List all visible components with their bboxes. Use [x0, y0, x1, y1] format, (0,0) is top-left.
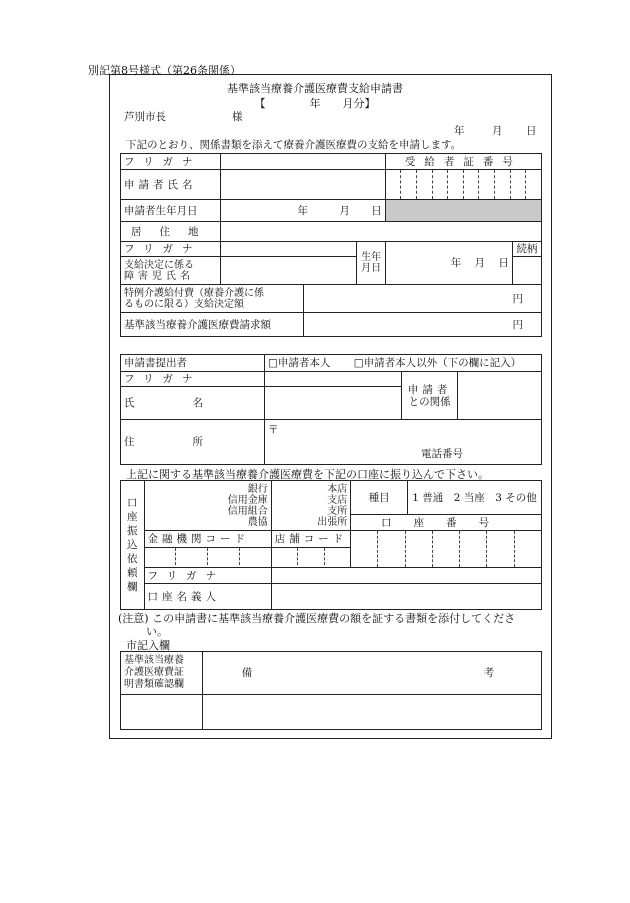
birth-day: 日: [498, 257, 509, 269]
phone-label: 電話番号: [421, 448, 463, 460]
branch-code-cell[interactable]: [271, 531, 351, 568]
holder-field[interactable]: [271, 584, 541, 610]
side-char: 口: [127, 497, 138, 509]
confirm-field[interactable]: [121, 695, 203, 730]
applicant-name-field[interactable]: [220, 170, 385, 200]
side-char: 振: [127, 525, 138, 537]
yen-unit-1: 円: [512, 292, 523, 305]
addressee: 芦別市長: [124, 111, 166, 123]
postal-mark: 〒: [268, 424, 279, 436]
holder-furigana-label: フリガナ: [144, 568, 271, 584]
kind-label: 種目: [351, 481, 408, 515]
institution-type-cell[interactable]: [144, 481, 271, 531]
applicant-name-label: 申請者氏名: [121, 170, 221, 200]
submitter-options: [265, 355, 542, 372]
inst-type-kumiai: 信用組合: [227, 505, 268, 517]
birth-label-1: 生年: [361, 252, 382, 263]
address-label: 居住地: [121, 222, 221, 242]
shaded-cell: [385, 200, 541, 222]
address-field[interactable]: [220, 222, 542, 242]
branch-code-label: 店舗コード: [272, 531, 351, 548]
claim-label: 基準該当療養介護医療費請求額: [121, 313, 304, 337]
bank-table: [120, 480, 542, 610]
relation-to-applicant-label: [401, 372, 458, 420]
yen-unit-2: 円: [512, 318, 523, 331]
child-name-label: [121, 257, 221, 285]
cert-no-boxes[interactable]: [385, 170, 541, 200]
confirm-label-1: 基準該当療養: [124, 655, 184, 666]
remarks-char-1: 備: [241, 667, 253, 679]
child-name-label-2: 障害児氏名: [124, 270, 194, 282]
relation-label-1: 申請者: [407, 383, 452, 396]
branch-type-cell[interactable]: [271, 481, 351, 531]
birth-field[interactable]: [385, 242, 512, 285]
date-month: 月: [492, 125, 503, 137]
furigana-label: フリガナ: [121, 154, 221, 170]
applicant-dob-field[interactable]: [220, 200, 385, 222]
applicant-dob-label: 申請者生年月日: [121, 200, 221, 222]
side-char: 依: [127, 553, 138, 565]
account-number-label: 口座番号: [351, 515, 542, 531]
form-number: 別記第8号様式（第26条関係）: [88, 64, 241, 77]
period-label: 【 年 月分】: [254, 97, 376, 110]
furigana2-label: フリガナ: [121, 242, 221, 257]
transfer-note: 上記に関する基準該当療養介護医療費を下記の口座に振り込んで下さい。: [126, 468, 489, 481]
option-other[interactable]: □申請者本人以外（下の欄に記入）: [353, 357, 522, 369]
side-char: 込: [127, 539, 138, 551]
account-number-boxes[interactable]: [351, 531, 542, 568]
relation-label-2: との関係: [408, 395, 451, 408]
relation-field[interactable]: [512, 257, 541, 285]
holder-furigana-field[interactable]: [271, 568, 541, 584]
dob-year: 年: [297, 204, 308, 217]
submitter-table: [120, 354, 542, 465]
remarks-field[interactable]: [202, 695, 541, 730]
submitter-address-label: 住所: [121, 420, 265, 465]
confirm-label-2: 介護医療費証: [124, 667, 184, 678]
caution-line-2: い。: [146, 625, 168, 638]
city-section-label: 市記入欄: [126, 639, 170, 652]
option-self[interactable]: □申請者本人: [268, 357, 331, 369]
bank-code-cell[interactable]: [144, 531, 271, 568]
kind-options[interactable]: 1 普通 2 当座 3 その他: [408, 481, 542, 515]
cert-no-label: 受給者証番号: [385, 154, 541, 170]
furigana-field[interactable]: [220, 154, 385, 170]
branch-type-agency: 出張所: [317, 516, 348, 528]
inst-type-bank: 銀行: [247, 483, 268, 495]
submitter-label: 申請書提出者: [121, 355, 265, 372]
birth-year: 年: [450, 257, 462, 269]
inst-type-shinkin: 信用金庫: [227, 494, 268, 506]
dob-month: 月: [339, 204, 350, 217]
remarks-char-2: 考: [483, 667, 495, 679]
birth-month: 月: [474, 257, 486, 269]
remarks-header: [202, 652, 541, 695]
furigana2-field[interactable]: [220, 242, 357, 257]
birth-label-2: 月日: [361, 263, 382, 274]
form-title: 基準該当療養介護医療費支給申請書: [227, 82, 403, 95]
birth-label: [357, 242, 385, 285]
child-name-label-1: 支給決定に係る: [124, 259, 194, 271]
name-field[interactable]: [265, 387, 402, 420]
confirm-label-3: 明書類確認欄: [124, 679, 184, 690]
city-table: [120, 651, 542, 730]
branch-type-office: 支所: [327, 505, 348, 517]
addressee-honorific: 様: [232, 111, 243, 123]
name-label: 氏名: [121, 387, 265, 420]
special-benefit-label-1: 特例介護給付費（療養介護に係: [124, 287, 264, 299]
branch-type-branch: 支店: [327, 494, 348, 506]
date-year: 年: [454, 125, 465, 137]
side-char: 座: [127, 511, 138, 523]
intro-text: 下記のとおり、関係書類を添えて療養介護医療費の支給を申請します。: [126, 139, 462, 151]
account-side-label: [121, 481, 145, 610]
applicant-table: [120, 153, 542, 337]
furigana3-field[interactable]: [265, 372, 402, 387]
side-char: 頼: [127, 567, 138, 579]
holder-label: 口座名義人: [144, 584, 271, 610]
relation-label: 続柄: [512, 242, 541, 257]
special-benefit-label: [121, 285, 304, 313]
special-benefit-label-2: るものに限る）支給決定額: [124, 298, 244, 310]
bank-code-label: 金融機関コード: [145, 531, 271, 548]
branch-type-main: 本店: [327, 483, 348, 495]
submitter-address-field[interactable]: [265, 420, 542, 465]
side-char: 欄: [127, 581, 138, 593]
caution-line-1: (注意) この申請書に基準該当療養介護医療費の額を証する書類を添付してくださ: [118, 612, 516, 625]
inst-type-nokyo: 農協: [247, 516, 268, 528]
special-benefit-field[interactable]: [304, 285, 542, 313]
dob-day: 日: [371, 204, 382, 217]
claim-field[interactable]: [304, 313, 542, 337]
date-day: 日: [526, 125, 537, 137]
furigana3-label: フリガナ: [121, 372, 265, 387]
child-name-field[interactable]: [220, 257, 357, 285]
confirm-label: [121, 652, 203, 695]
relation-to-applicant-field[interactable]: [458, 372, 542, 420]
